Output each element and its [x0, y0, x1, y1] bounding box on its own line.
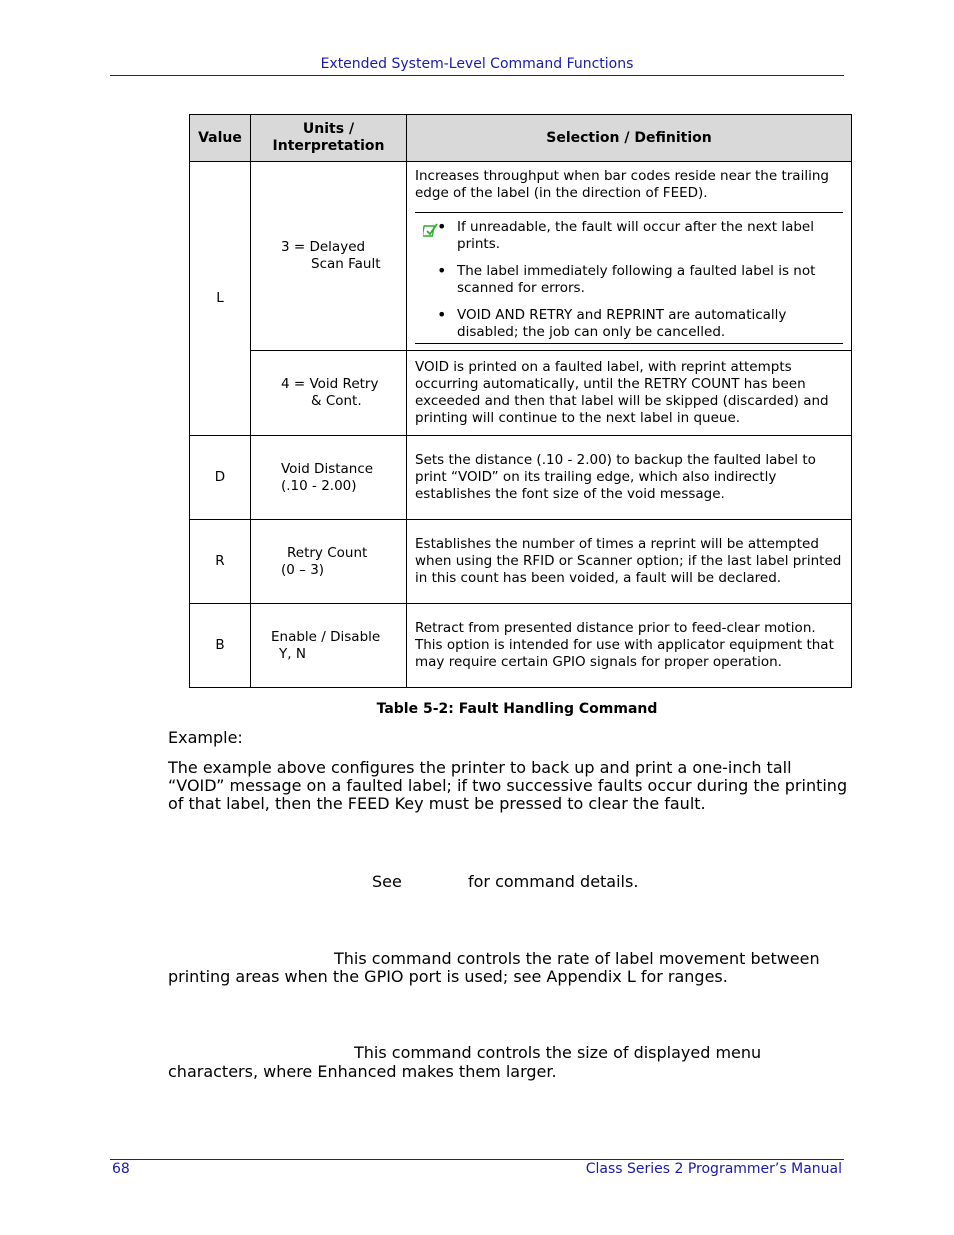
units-cell [251, 520, 407, 604]
units-line1: Void Distance [281, 460, 374, 477]
units-line2: Scan Fault [311, 256, 381, 272]
value-cell: D [190, 436, 251, 520]
header-rule [110, 75, 844, 76]
note-list [415, 219, 843, 341]
see-tail-text: for command details. [468, 872, 639, 891]
units-cell [251, 604, 407, 688]
manual-title: Class Series 2 Programmer’s Manual [585, 1161, 842, 1177]
table-row [190, 351, 852, 436]
definition-cell: Retract from presented distance prior to feed-clear motion. This option is intended for use with applicator equipment that may require certain GPIO signals for proper operation. [407, 604, 852, 688]
table-header-row [190, 115, 852, 162]
header-value: Value [190, 115, 251, 162]
definition-cell: Establishes the number of times a reprint will be attempted when using the RFID or Scanner option; if the last label printed in this count has been voided, a fault will be declared. [407, 520, 852, 604]
gpio-paragraph-line1: This command controls the rate of label movement between [334, 949, 820, 968]
units-cell [251, 436, 407, 520]
units-cell [251, 351, 407, 436]
table-row [190, 604, 852, 688]
menu-paragraph-line2: characters, where Enhanced makes them larger. [168, 1062, 557, 1081]
definition-cell: Sets the distance (.10 - 2.00) to backup the faulted label to print “VOID” on its trailing edge, which also indirectly establishes the font size of the void message. [407, 436, 852, 520]
units-line2: Y, N [279, 645, 306, 662]
value-cell: L [190, 162, 251, 436]
header-units-line1: Units / [302, 121, 355, 137]
page-number: 68 [112, 1161, 130, 1177]
units-cell [251, 162, 407, 351]
example-paragraph: The example above configures the printer to back up and print a one-inch tall “VOID” message on a faulted label; if two successive faults occur during the printing of that label, then the FEED Key must be pressed to clear the fault. [168, 758, 848, 813]
units-line2: & Cont. [311, 393, 362, 409]
note-item: • If unreadable, the fault will occur after the next label prints. [457, 219, 843, 253]
units-line1: 3 = Delayed [281, 239, 366, 255]
definition-cell: VOID is printed on a faulted label, with reprint attempts occurring automatically, until the RETRY COUNT has been exceeded and then that label will be skipped (discarded) and printing will continue to the next label in queue. [407, 351, 852, 436]
table-row [190, 162, 852, 351]
see-text: See [372, 872, 402, 891]
header-units [251, 115, 407, 162]
table-caption: Table 5-2: Fault Handling Command [376, 701, 658, 717]
gpio-paragraph-line2: printing areas when the GPIO port is used; see Appendix L for ranges. [168, 967, 728, 986]
header-units-line2: Interpretation [272, 138, 385, 154]
example-label: Example: [168, 728, 243, 747]
value-cell: R [190, 520, 251, 604]
header-definition: Selection / Definition [407, 115, 852, 162]
table-row [190, 520, 852, 604]
definition-cell [407, 162, 852, 351]
footer-rule [110, 1159, 844, 1160]
menu-paragraph-line1: This command controls the size of displayed menu [354, 1043, 762, 1062]
fault-handling-table [189, 114, 852, 688]
units-line2: (.10 - 2.00) [281, 477, 357, 494]
units-line1: 4 = Void Retry [281, 376, 379, 392]
units-line2: (0 – 3) [281, 561, 325, 578]
units-line1: Enable / Disable [271, 628, 381, 645]
units-line1: Retry Count [287, 544, 368, 561]
value-cell: B [190, 604, 251, 688]
running-header: Extended System-Level Command Functions [320, 56, 634, 72]
note-item: • The label immediately following a faulted label is not scanned for errors. [457, 263, 843, 297]
note-item: • VOID AND RETRY and REPRINT are automatically disabled; the job can only be cancelled. [457, 307, 843, 341]
definition-text: Increases throughput when bar codes reside near the trailing edge of the label (in the direction of FEED). [415, 168, 829, 201]
table-row [190, 436, 852, 520]
note-box [415, 212, 843, 344]
